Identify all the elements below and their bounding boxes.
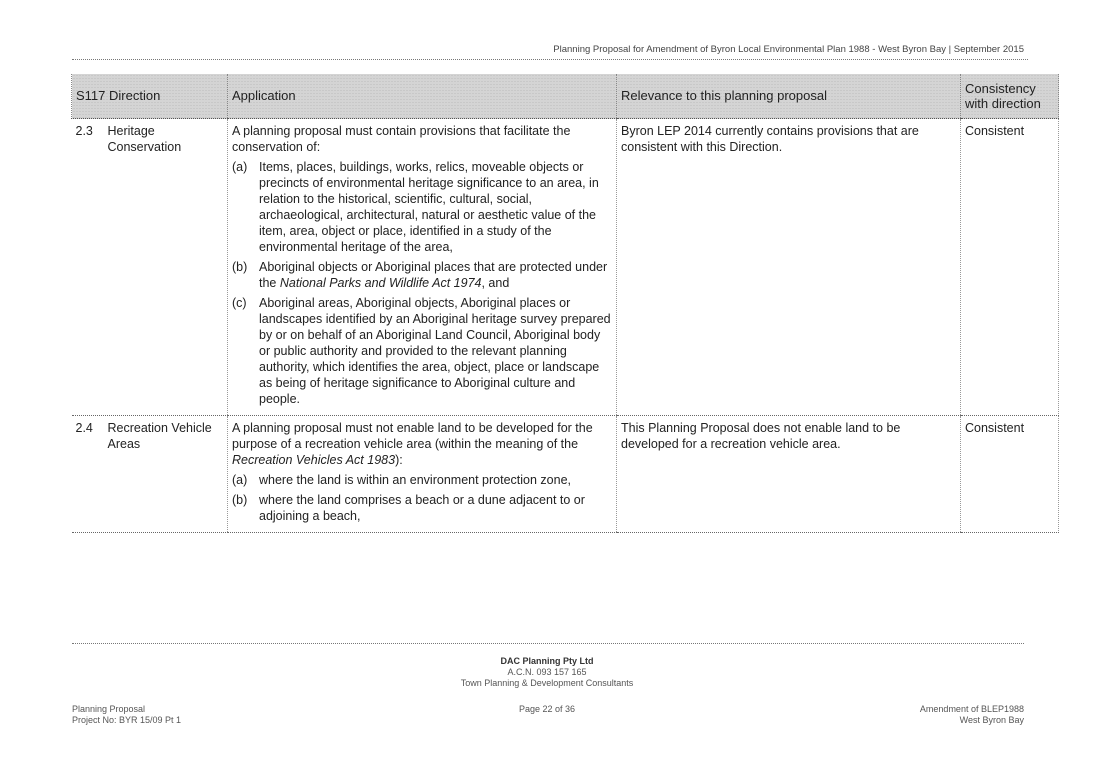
item-label: (b) <box>232 260 248 274</box>
item-text: where the land is within an environment protection zone, <box>259 473 571 487</box>
item-text: where the land comprises a beach or a dune adjacent to or adjoining a beach, <box>259 493 585 523</box>
header-s117-direction: S117 Direction <box>72 74 228 119</box>
page-number: Page 22 of 36 <box>518 704 576 714</box>
footer-company <box>347 656 747 689</box>
consistency-cell: Consistent <box>961 119 1059 416</box>
item-text: Aboriginal areas, Aboriginal objects, Aboriginal places or landscapes identified by an Aboriginal heritage survey prepared by or on behalf of an Aboriginal Land Council, Aboriginal body or public authority and provided to the relevant planning authority, which identifies the area, object, place or landscape as being of heritage significance to Aboriginal culture and people. <box>259 296 611 406</box>
relevance-cell: Byron LEP 2014 currently contains provisions that are consistent with this Direction. <box>617 119 961 416</box>
table-header-row <box>72 74 1059 119</box>
s117-directions-table <box>71 74 1059 533</box>
header-divider <box>72 59 1028 60</box>
direction-number: 2.4 <box>75 421 93 435</box>
footer-left <box>72 704 181 726</box>
company-acn: A.C.N. 093 157 165 <box>507 667 587 677</box>
direction-name: Recreation Vehicle Areas <box>107 421 212 451</box>
item-text-pre: Aboriginal objects or Aboriginal places that are protected under the <box>259 260 608 290</box>
application-cell <box>228 416 617 533</box>
direction-name: Heritage Conservation <box>107 124 182 154</box>
footer-doc-type: Planning Proposal <box>72 704 146 714</box>
item-label: (a) <box>232 160 248 174</box>
direction-number: 2.3 <box>75 124 93 138</box>
item-text <box>259 259 611 291</box>
item-label: (b) <box>232 493 248 507</box>
item-label: (a) <box>232 473 248 487</box>
table-row <box>72 119 1059 416</box>
list-item <box>232 259 611 291</box>
company-tagline: Town Planning & Development Consultants <box>460 678 634 688</box>
footer-divider <box>72 643 1024 644</box>
header-consistency: Consistency with direction <box>961 74 1059 119</box>
footer-project-no: Project No: BYR 15/09 Pt 1 <box>72 715 182 725</box>
footer-location: West Byron Bay <box>959 715 1024 725</box>
act-name: Recreation Vehicles Act 1983 <box>232 453 396 467</box>
intro-post: ): <box>395 453 403 467</box>
item-text: Items, places, buildings, works, relics, moveable objects or precincts of environmental heritage significance to an area, in relation to the historical, scientific, cultural, social, archaeological, architectural, natural or aesthetic value of the item, area, object or place, identified in a study of the environmental heritage of the area, <box>259 160 599 254</box>
list-item <box>232 472 611 488</box>
application-cell <box>228 119 617 416</box>
footer-amendment: Amendment of BLEP1988 <box>919 704 1024 714</box>
application-intro <box>232 420 611 468</box>
list-item <box>232 159 611 255</box>
list-item <box>232 492 611 524</box>
act-name: National Parks and Wildlife Act 1974 <box>279 276 482 290</box>
company-name: DAC Planning Pty Ltd <box>500 656 594 666</box>
consistency-cell: Consistent <box>961 416 1059 533</box>
direction-cell <box>72 416 228 533</box>
application-intro: A planning proposal must contain provisions that facilitate the conservation of: <box>232 124 571 154</box>
item-label: (c) <box>232 296 247 310</box>
direction-cell <box>72 119 228 416</box>
header-relevance: Relevance to this planning proposal <box>617 74 961 119</box>
header-application: Application <box>228 74 617 119</box>
page-header: Planning Proposal for Amendment of Byron Local Environmental Plan 1988 - West Byron Bay | September 2015 <box>553 44 1024 55</box>
item-text-post: , and <box>481 276 510 290</box>
list-item <box>232 295 611 407</box>
table-row <box>72 416 1059 533</box>
footer-right <box>820 704 1024 726</box>
intro-pre: A planning proposal must not enable land to be developed for the purpose of a recreation vehicle area (within the meaning of the <box>232 421 593 451</box>
relevance-cell: This Planning Proposal does not enable land to be developed for a recreation vehicle area. <box>617 416 961 533</box>
